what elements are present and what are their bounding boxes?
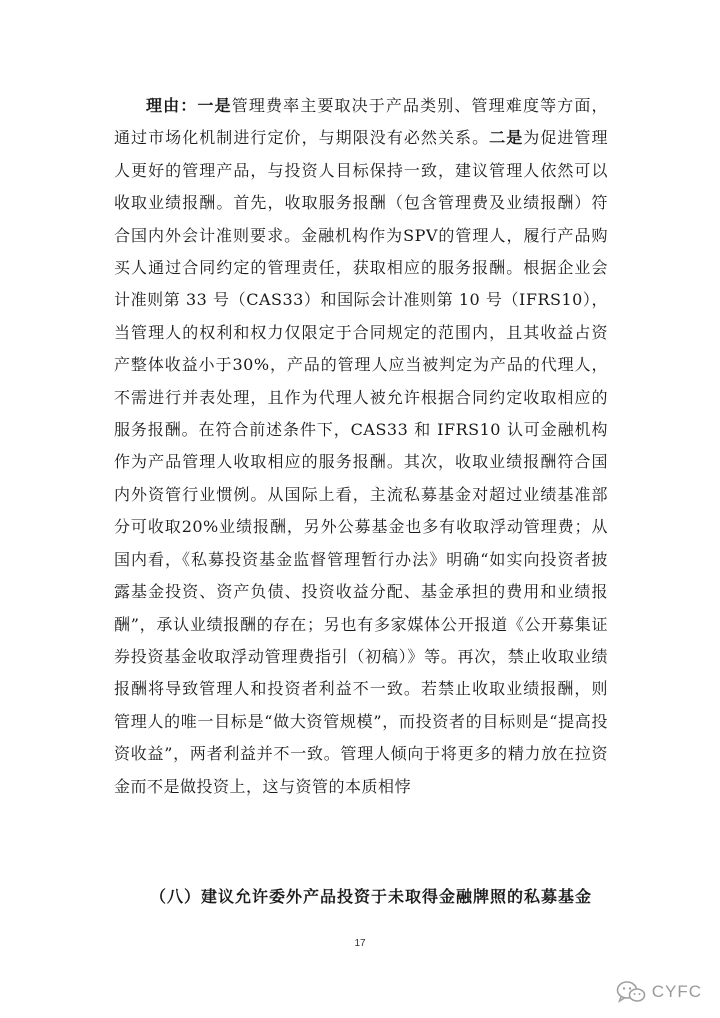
reason-label: 理由： bbox=[146, 96, 198, 115]
watermark-text: CYFC bbox=[651, 982, 702, 1001]
point-text-second: 为促进管理人更好的管理产品，与投资人目标保持一致，建议管理人依然可以收取业绩报酬。首先，收取服务报酬（包含管理费及业绩报酬）符合国内外会计准则要求。金融机构作为SPV的管理人，履行产品购买人通过合同约定的管理责任，获取相应的服务报酬。根据企业会计准则第 33 号（CAS33）和国际会计准则第 10 号（IFRS10），当管理人的权利和权力仅限定于合同规定的范围内，且其收益占资产整体收益小于30%，产品的管理人应当被判定为产品的代理人，不需进行并表处理，且作为代理人被允许根据合同约定收取相应的服务报酬。在符合前述条件下，CAS33 和 IFRS10 认可金融机构作为产品管理人收取相应的服务报酬。其次，收取业绩报酬符合国内外资管行业惯例。从国际上看，主流私募基金对超过业绩基准部分可收取20%业绩报酬，另外公募基金也多有收取浮动管理费；从国内看，《私募投资基金监督管理暂行办法》明确“如实向投资者披露基金投资、资产负债、投资收益分配、基金承担的费用和业绩报酬”，承认业绩报酬的存在；另也有多家媒体公开报道《公开募集证券投资基金收取浮动管理费指引（初稿）》等。再次，禁止收取业绩报酬将导致管理人和投资者利益不一致。若禁止收取业绩报酬，则管理人的唯一目标是“做大资管规模”，而投资者的目标则是“提高投资收益”，两者利益并不一致。管理人倾向于将更多的精力放在拉资金而不是做投资上，这与资管的本质相悖 bbox=[114, 128, 608, 796]
point-marker-first: 一是 bbox=[197, 96, 232, 115]
point-text-first: 管理费率主要取决于产品类别、管理难度等方面，通过市场化机制进行定价，与期限没有必然关系。 bbox=[114, 96, 608, 148]
section-heading: （八）建议允许委外产品投资于未取得金融牌照的私募基金 bbox=[150, 887, 593, 906]
body-paragraph bbox=[114, 90, 608, 803]
page-number: 17 bbox=[354, 938, 366, 949]
watermark bbox=[616, 980, 702, 1004]
wechat-icon bbox=[616, 980, 646, 1004]
point-marker-second: 二是 bbox=[489, 128, 524, 148]
paragraph-text bbox=[114, 90, 608, 803]
